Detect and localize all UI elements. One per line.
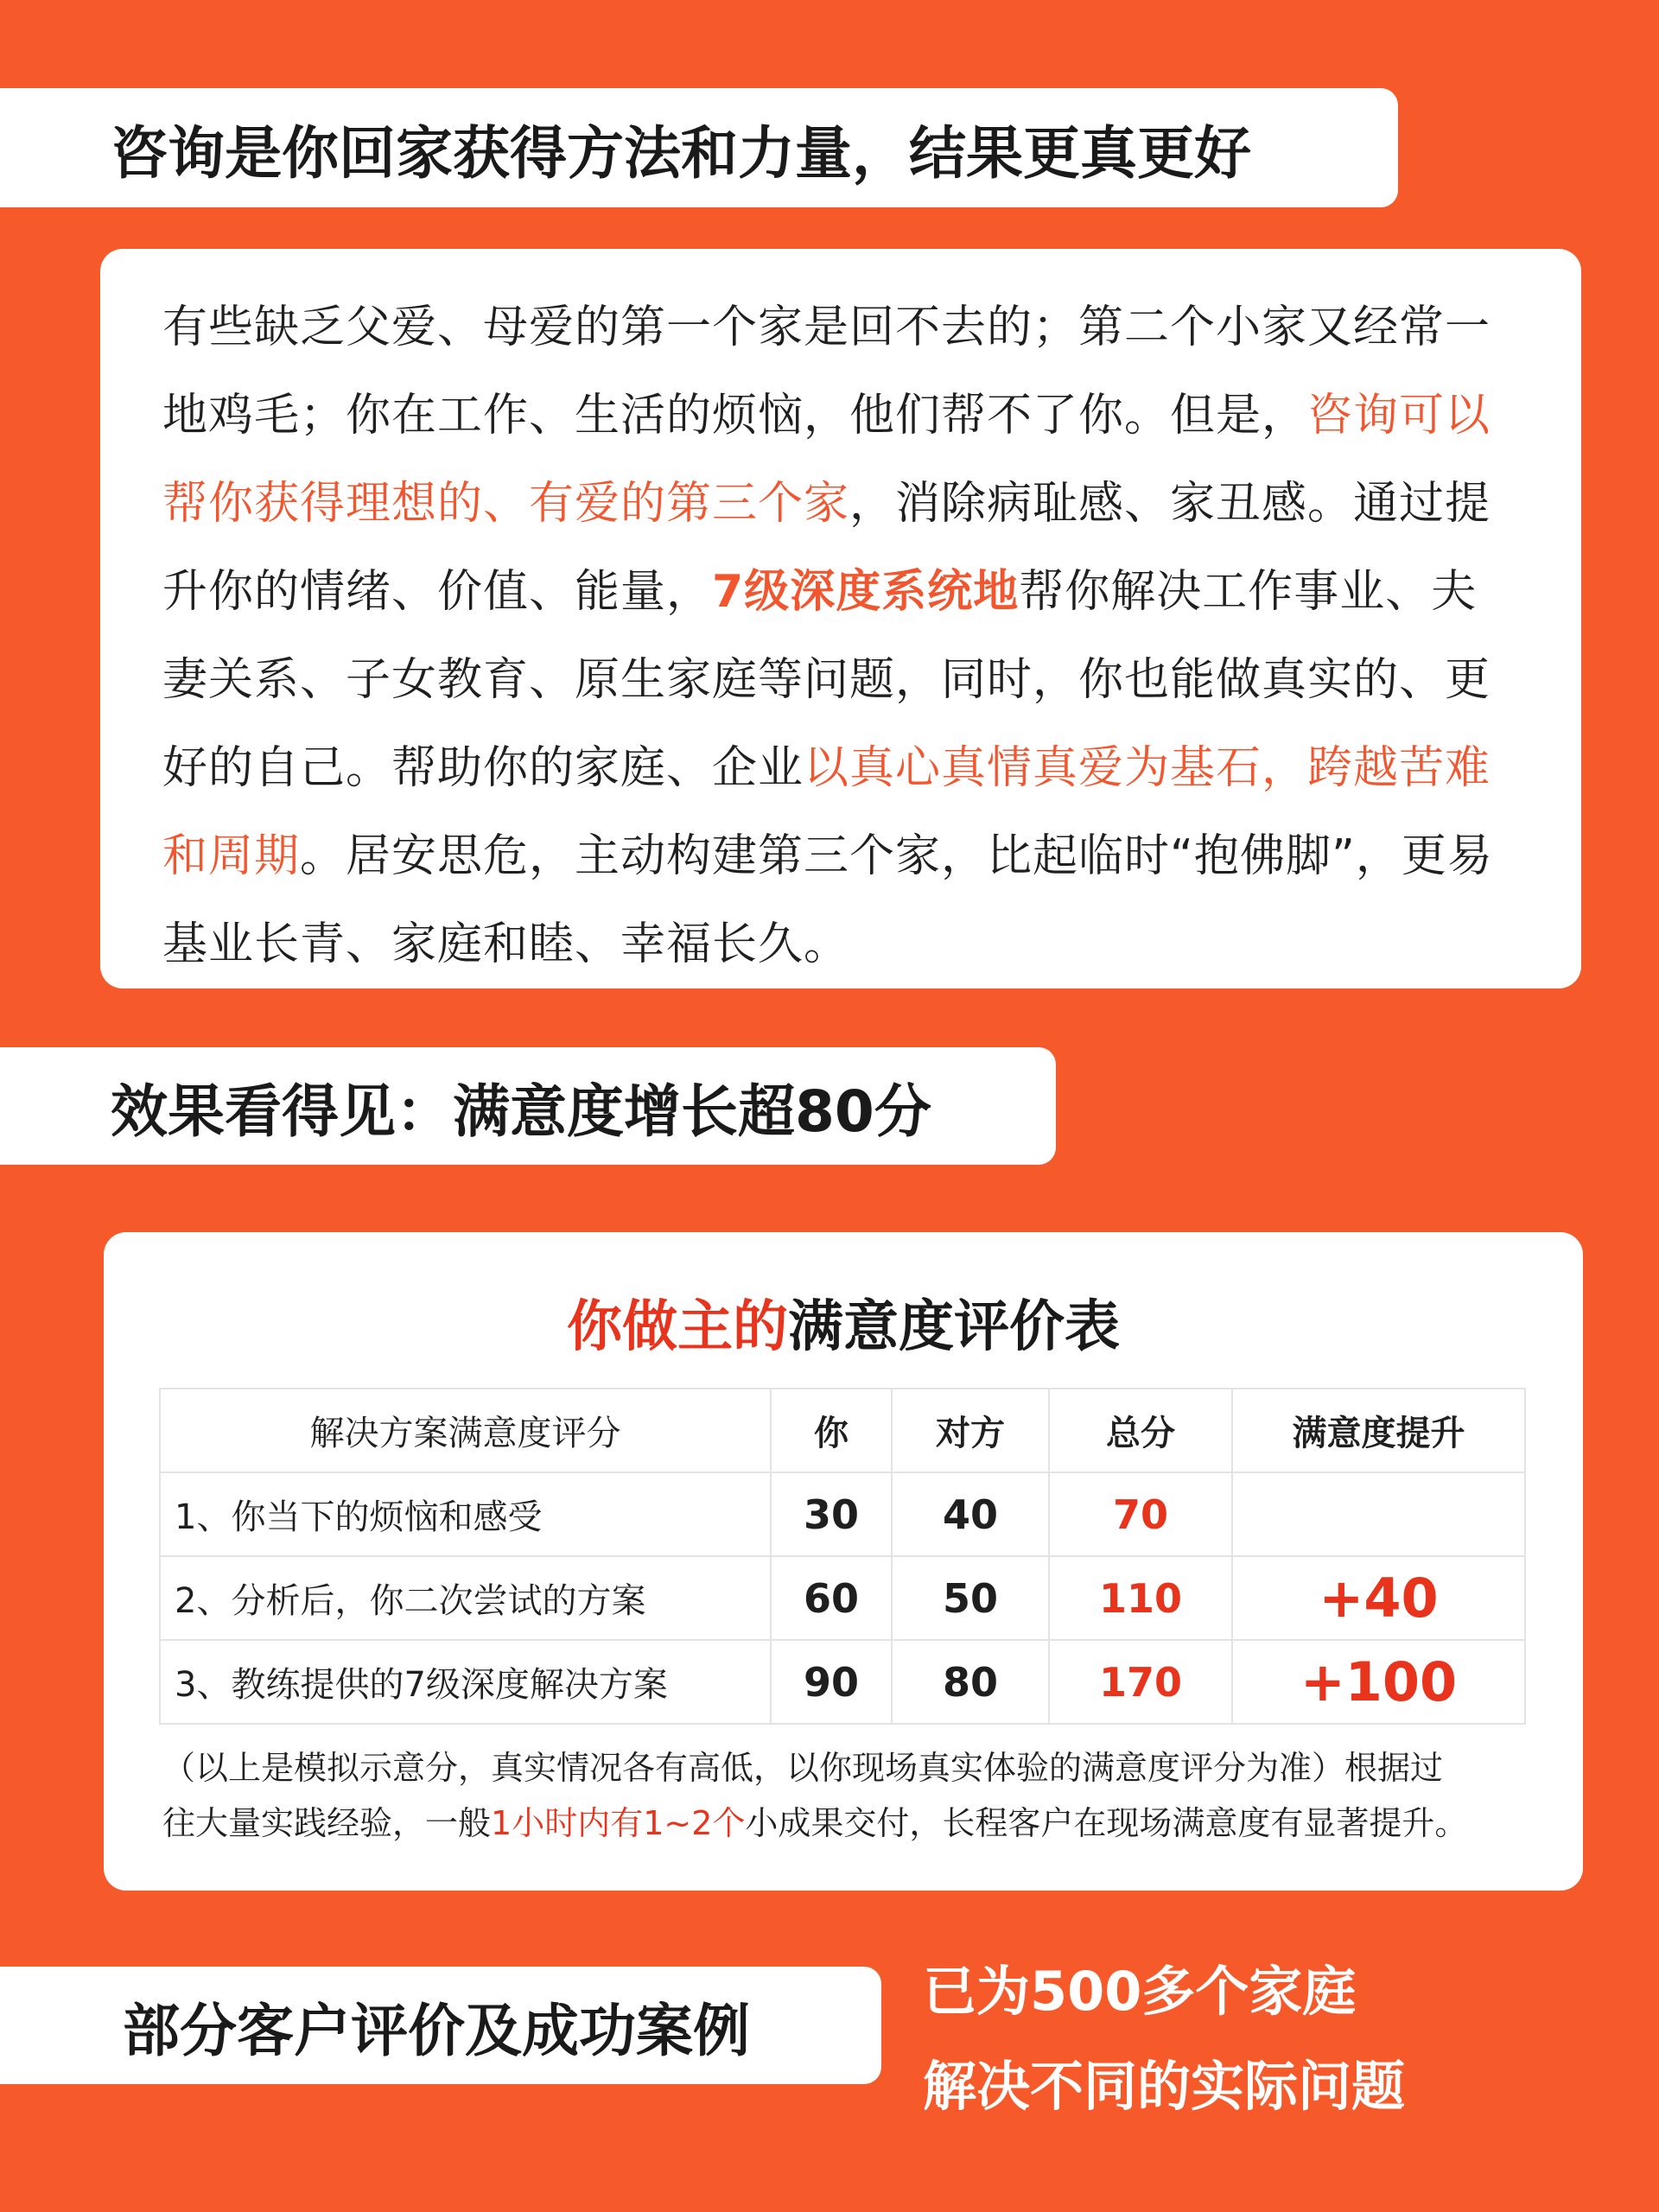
footnote-line2-a: 往大量实践经验，一般 xyxy=(162,1804,492,1842)
header-total: 总分 xyxy=(1049,1389,1232,1472)
intro-segment: 以真心真情真爱为基石，跨越苦难和周期 xyxy=(162,742,1491,882)
row-total-score: 170 xyxy=(1049,1640,1232,1724)
intro-segment: 帮你解决工作事业、夫妻关系、子女教育、原生家庭等问题，同时，你也能做真实的、更好的自己。帮助你的家庭、企业 xyxy=(162,566,1491,794)
table-row xyxy=(160,1640,1525,1724)
row-total-score: 110 xyxy=(1049,1556,1232,1640)
row-you-score: 60 xyxy=(771,1556,892,1640)
footnote-line2-red: 1小时内有1~2个 xyxy=(491,1804,746,1842)
intro-card xyxy=(100,249,1581,988)
intro-segment: 。居安思危，主动构建第三个家，比起临时“抱佛脚”，更易基业长青、家庭和睦、幸福长久。 xyxy=(162,830,1493,970)
section-title-effect-text: 效果看得见：满意度增长超80分 xyxy=(111,1077,931,1145)
header-other: 对方 xyxy=(892,1389,1049,1472)
header-solution: 解决方案满意度评分 xyxy=(160,1389,771,1472)
row-increase: +40 xyxy=(1232,1556,1525,1640)
section-title-effect xyxy=(0,1047,1056,1165)
footnote-line1: （以上是模拟示意分，真实情况各有高低，以你现场真实体验的满意度评分为准）根据过 xyxy=(162,1749,1444,1787)
row-increase: +100 xyxy=(1232,1640,1525,1724)
row-you-score: 90 xyxy=(771,1640,892,1724)
table-footnote xyxy=(162,1740,1545,1851)
row-other-score: 50 xyxy=(892,1556,1049,1640)
intro-paragraph xyxy=(162,283,1521,988)
intro-segment: 有些缺乏父爱、母爱的第一个家是回不去的；第二个小家又经常一地鸡毛；你在工作、生活的烦恼，他们帮不了你。但是， xyxy=(162,302,1491,442)
table-title-red: 你做主的 xyxy=(567,1295,788,1359)
header-you: 你 xyxy=(771,1389,892,1472)
section-title-consulting-text: 咨询是你回家获得方法和力量，结果更真更好 xyxy=(111,119,1251,187)
families-served-text xyxy=(923,1944,1405,2134)
table-header-row xyxy=(160,1389,1525,1472)
table-title xyxy=(104,1282,1583,1362)
intro-segment: ，消除病耻感、家丑感。通过提升你的情绪、价值、能量， xyxy=(162,478,1491,618)
row-label: 3、教练提供的7级深度解决方案 xyxy=(160,1640,771,1724)
header-increase: 满意度提升 xyxy=(1232,1389,1525,1472)
row-you-score: 30 xyxy=(771,1472,892,1556)
row-label: 2、分析后，你二次尝试的方案 xyxy=(160,1556,771,1640)
section-title-cases xyxy=(0,1967,881,2084)
section-title-consulting xyxy=(0,88,1398,207)
table-row xyxy=(160,1472,1525,1556)
row-other-score: 40 xyxy=(892,1472,1049,1556)
row-total-score: 70 xyxy=(1049,1472,1232,1556)
table-row xyxy=(160,1556,1525,1640)
row-label: 1、你当下的烦恼和感受 xyxy=(160,1472,771,1556)
footnote-line2-b: 小成果交付，长程客户在现场满意度有显著提升。 xyxy=(745,1804,1468,1842)
table-title-rest: 满意度评价表 xyxy=(788,1295,1120,1359)
intro-segment: 咨询可以帮你获得理想的、有爱的第三个家 xyxy=(162,390,1491,530)
row-increase xyxy=(1232,1472,1525,1556)
intro-segment: 7级深度系统地 xyxy=(712,566,1020,618)
section-title-cases-text: 部分客户评价及成功案例 xyxy=(123,1997,750,2064)
side-line-2: 解决不同的实际问题 xyxy=(923,2055,1406,2118)
row-other-score: 80 xyxy=(892,1640,1049,1724)
satisfaction-card xyxy=(104,1232,1583,1891)
side-line-1: 已为500多个家庭 xyxy=(923,1960,1357,2023)
satisfaction-table xyxy=(159,1388,1526,1725)
